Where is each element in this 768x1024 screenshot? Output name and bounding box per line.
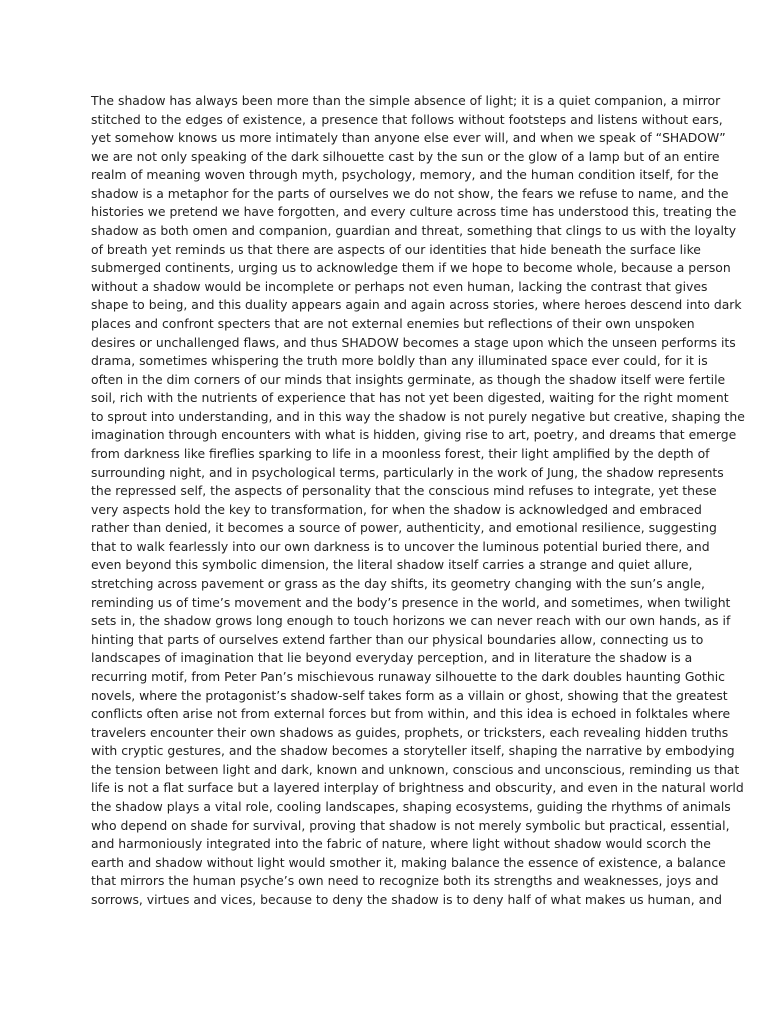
text-line: landscapes of imagination that lie beyond everyday perception, and in literature the shadow is a bbox=[91, 650, 693, 666]
text-line: recurring motif, from Peter Pan’s mischievous runaway silhouette to the dark doubles haunting Gothic bbox=[91, 668, 725, 684]
text-line: submerged continents, urging us to acknowledge them if we hope to become whole, because a person bbox=[91, 260, 731, 276]
text-line: shadow as both omen and companion, guardian and threat, something that clings to us with the loyalty bbox=[91, 223, 737, 239]
text-line: very aspects hold the key to transformation, for when the shadow is acknowledged and embraced bbox=[91, 501, 702, 517]
text-line: soil, rich with the nutrients of experience that has not yet been digested, waiting for the right moment bbox=[91, 390, 729, 406]
text-line: reminding us of time’s movement and the body’s presence in the world, and sometimes, when twilight bbox=[91, 594, 731, 610]
text-line: with cryptic gestures, and the shadow becomes a storyteller itself, shaping the narrative by embodying bbox=[91, 743, 735, 759]
text-line: and harmoniously integrated into the fabric of nature, where light without shadow would scorch the bbox=[91, 836, 711, 852]
text-line: that to walk fearlessly into our own darkness is to uncover the luminous potential buried there, and bbox=[91, 538, 710, 554]
text-line: drama, sometimes whispering the truth more boldly than any illuminated space ever could, for it is bbox=[91, 353, 708, 369]
text-line: sets in, the shadow grows long enough to touch horizons we can never reach with our own hands, as if bbox=[91, 613, 731, 629]
text-line: who depend on shade for survival, proving that shadow is not merely symbolic but practical, essential, bbox=[91, 817, 730, 833]
text-line: imagination through encounters with what is hidden, giving rise to art, poetry, and dreams that emerge bbox=[91, 427, 737, 443]
text-line: The shadow has always been more than the simple absence of light; it is a quiet companion, a mirror bbox=[91, 93, 721, 108]
text-line: often in the dim corners of our minds that insights germinate, as though the shadow itself were fertile bbox=[91, 371, 726, 387]
text-line: the repressed self, the aspects of personality that the conscious mind refuses to integrate, yet these bbox=[91, 483, 717, 499]
body-paragraph bbox=[91, 92, 745, 909]
text-line: travelers encounter their own shadows as guides, prophets, or tricksters, each revealing hidden truths bbox=[91, 724, 729, 740]
text-line: conflicts often arise not from external forces but from within, and this idea is echoed in folktales where bbox=[91, 706, 731, 722]
text-line: without a shadow would be incomplete or perhaps not even human, lacking the contrast that gives bbox=[91, 278, 708, 294]
text-line: to sprout into understanding, and in this way the shadow is not purely negative but creative, shaping the bbox=[91, 408, 745, 424]
text-line: novels, where the protagonist’s shadow-self takes form as a villain or ghost, showing that the greatest bbox=[91, 687, 728, 703]
text-line: yet somehow knows us more intimately than anyone else ever will, and when we speak of “SHADOW” bbox=[91, 130, 726, 146]
text-line: shape to being, and this duality appears again and again across stories, where heroes descend into dark bbox=[91, 297, 742, 313]
text-line: histories we pretend we have forgotten, and every culture across time has understood this, treating the bbox=[91, 204, 737, 220]
text-line: realm of meaning woven through myth, psychology, memory, and the human condition itself, for the bbox=[91, 167, 719, 183]
text-line: surrounding night, and in psychological terms, particularly in the work of Jung, the shadow represents bbox=[91, 464, 724, 480]
text-line: stitched to the edges of existence, a presence that follows without footsteps and listens without ears, bbox=[91, 111, 723, 127]
text-line: earth and shadow without light would smother it, making balance the essence of existence, a balance bbox=[91, 854, 726, 870]
text-line: the tension between light and dark, known and unknown, conscious and unconscious, reminding us that bbox=[91, 761, 740, 777]
text-line: hinting that parts of ourselves extend farther than our physical boundaries allow, connecting us to bbox=[91, 631, 704, 647]
text-line: even beyond this symbolic dimension, the literal shadow itself carries a strange and quiet allure, bbox=[91, 557, 693, 573]
text-line: sorrows, virtues and vices, because to deny the shadow is to deny half of what makes us human, and bbox=[91, 891, 722, 907]
text-line: of breath yet reminds us that there are aspects of our identities that hide beneath the surface like bbox=[91, 241, 701, 257]
text-line: rather than denied, it becomes a source of power, authenticity, and emotional resilience, suggesting bbox=[91, 520, 717, 536]
text-line: from darkness like fireflies sparking to life in a moonless forest, their light amplified by the depth of bbox=[91, 445, 710, 461]
text-line: places and confront specters that are not external enemies but reflections of their own unspoken bbox=[91, 315, 695, 331]
text-line: stretching across pavement or grass as the day shifts, its geometry changing with the sun’s angle, bbox=[91, 576, 705, 592]
text-line: we are not only speaking of the dark silhouette cast by the sun or the glow of a lamp but of an entire bbox=[91, 148, 720, 164]
text-line: life is not a flat surface but a layered interplay of brightness and obscurity, and even in the natural world bbox=[91, 780, 744, 796]
text-line: that mirrors the human psyche’s own need to recognize both its strengths and weaknesses, joys and bbox=[91, 873, 719, 889]
text-line: shadow is a metaphor for the parts of ourselves we do not show, the fears we refuse to name, and the bbox=[91, 185, 729, 201]
text-line: desires or unchallenged flaws, and thus SHADOW becomes a stage upon which the unseen performs its bbox=[91, 334, 736, 350]
text-line: the shadow plays a vital role, cooling landscapes, shaping ecosystems, guiding the rhythms of animals bbox=[91, 798, 731, 814]
